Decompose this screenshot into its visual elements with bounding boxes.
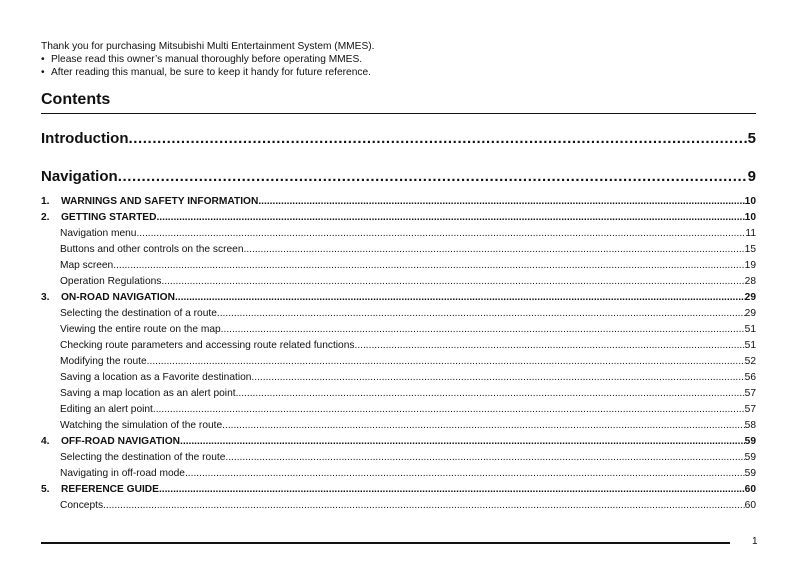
heading-divider — [41, 113, 756, 114]
toc-subsection-page: 57 — [744, 388, 756, 399]
leader-dots — [185, 468, 745, 479]
toc-section-on-road-navigation[interactable] — [41, 292, 756, 303]
intro-bullet-1 — [41, 53, 761, 66]
leader-dots — [161, 276, 744, 287]
leader-dots — [221, 324, 745, 335]
toc-subsection[interactable] — [41, 228, 756, 239]
leader-dots — [217, 308, 745, 319]
toc-section-page: 60 — [744, 484, 756, 495]
toc-subsection-title: Concepts — [60, 500, 104, 511]
leader-dots — [251, 372, 744, 383]
intro-bullet-2-text: After reading this manual, be sure to keep it handy for future reference. — [51, 67, 371, 78]
toc-subsection-title: Modifying the route — [60, 356, 147, 367]
toc-section-off-road-navigation[interactable] — [41, 436, 756, 447]
toc-subsection-page: 59 — [744, 468, 756, 479]
toc-section-page: 29 — [744, 292, 756, 303]
toc-section-title: OFF-ROAD NAVIGATION — [61, 436, 181, 447]
toc-subsection-title: Buttons and other controls on the screen — [60, 244, 244, 255]
toc-subsection[interactable] — [41, 500, 756, 511]
leader-dots — [222, 420, 745, 431]
toc-section-title: WARNINGS AND SAFETY INFORMATION — [61, 196, 259, 207]
toc-subsection-page: 56 — [744, 372, 756, 383]
toc-entry-title: Navigation — [41, 168, 118, 185]
leader-dots — [136, 228, 745, 239]
toc-subsection-page: 60 — [744, 500, 756, 511]
toc-section-page: 10 — [744, 212, 756, 223]
page-number: 1 — [752, 536, 758, 547]
toc-subsection[interactable] — [41, 356, 756, 367]
toc-subsection[interactable] — [41, 452, 756, 463]
toc-subsection-title: Selecting the destination of a route — [60, 308, 217, 319]
leader-dots — [156, 212, 744, 223]
leader-dots — [153, 404, 745, 415]
toc-subsection-page: 51 — [744, 340, 756, 351]
toc-subsection[interactable] — [41, 276, 756, 287]
leader-dots — [225, 452, 744, 463]
leader-dots — [180, 436, 745, 447]
toc-subsection-page: 28 — [744, 276, 756, 287]
toc-entry-title: Introduction — [41, 130, 129, 147]
toc-section-page: 10 — [744, 196, 756, 207]
toc-subsection-title: Editing an alert point — [60, 404, 153, 415]
toc-subsection-title: Viewing the entire route on the map — [60, 324, 221, 335]
toc-subsection-title: Navigating in off-road mode — [60, 468, 185, 479]
intro-bullet-2 — [41, 66, 761, 79]
toc-subsection-title: Map screen — [60, 260, 114, 271]
toc-subsection-page: 57 — [744, 404, 756, 415]
toc-section-reference-guide[interactable] — [41, 484, 756, 495]
toc-section-number: 4. — [41, 436, 50, 447]
toc-subsection[interactable] — [41, 308, 756, 319]
toc-subsection[interactable] — [41, 420, 756, 431]
toc-subsection-title: Navigation menu — [60, 228, 137, 239]
toc-entry-page: 9 — [747, 168, 756, 185]
intro-thanks: Thank you for purchasing Mitsubishi Multi Entertainment System (MMES). — [41, 41, 375, 52]
toc-subsection-title: Selecting the destination of the route — [60, 452, 226, 463]
contents-heading: Contents — [41, 91, 111, 108]
toc-subsection-page: 15 — [744, 244, 756, 255]
leader-dots — [244, 244, 745, 255]
leader-dots — [175, 292, 745, 303]
toc-subsection-page: 51 — [744, 324, 756, 335]
toc-subsection[interactable] — [41, 260, 756, 271]
toc-section-number: 2. — [41, 212, 50, 223]
toc-subsection-title: Saving a map location as an alert point — [60, 388, 236, 399]
leader-dots — [103, 500, 745, 511]
toc-entry-navigation[interactable] — [41, 168, 756, 185]
leader-dots — [113, 260, 744, 271]
toc-subsection-title: Checking route parameters and accessing route related functions — [60, 340, 355, 351]
toc-subsection-title: Operation Regulations — [60, 276, 162, 287]
footer-divider — [41, 542, 730, 544]
toc-section-warnings[interactable] — [41, 196, 756, 207]
toc-section-number: 3. — [41, 292, 50, 303]
toc-subsection-title: Watching the simulation of the route — [60, 420, 223, 431]
toc-entry-page: 5 — [747, 130, 756, 147]
intro-bullet-1-text: Please read this owner’s manual thoroughly before operating MMES. — [51, 54, 363, 65]
toc-section-title: GETTING STARTED — [61, 212, 157, 223]
bullet-icon: • — [41, 67, 45, 78]
toc-subsection-page: 58 — [744, 420, 756, 431]
toc-section-getting-started[interactable] — [41, 212, 756, 223]
toc-section-number: 5. — [41, 484, 50, 495]
toc-subsection[interactable] — [41, 372, 756, 383]
toc-subsection[interactable] — [41, 244, 756, 255]
toc-subsection-page: 19 — [744, 260, 756, 271]
toc-section-title: ON-ROAD NAVIGATION — [61, 292, 175, 303]
leader-dots — [258, 196, 744, 207]
toc-section-number: 1. — [41, 196, 50, 207]
toc-subsection[interactable] — [41, 468, 756, 479]
toc-subsection[interactable] — [41, 404, 756, 415]
toc-subsection-title: Saving a location as a Favorite destination — [60, 372, 252, 383]
leader-dots — [147, 356, 745, 367]
leader-dots — [128, 130, 747, 147]
toc-section-page: 59 — [744, 436, 756, 447]
leader-dots — [159, 484, 745, 495]
toc-subsection-page: 11 — [745, 228, 756, 239]
bullet-icon: • — [41, 54, 45, 65]
leader-dots — [354, 340, 744, 351]
leader-dots — [236, 388, 745, 399]
toc-section-title: REFERENCE GUIDE — [61, 484, 159, 495]
toc-subsection-page: 52 — [744, 356, 756, 367]
toc-subsection[interactable] — [41, 324, 756, 335]
leader-dots — [118, 168, 748, 185]
toc-subsection[interactable] — [41, 340, 756, 351]
toc-subsection-page: 59 — [744, 452, 756, 463]
toc-subsection[interactable] — [41, 388, 756, 399]
intro-text — [41, 40, 761, 79]
toc-entry-introduction[interactable] — [41, 130, 756, 147]
toc-subsection-page: 29 — [744, 308, 756, 319]
